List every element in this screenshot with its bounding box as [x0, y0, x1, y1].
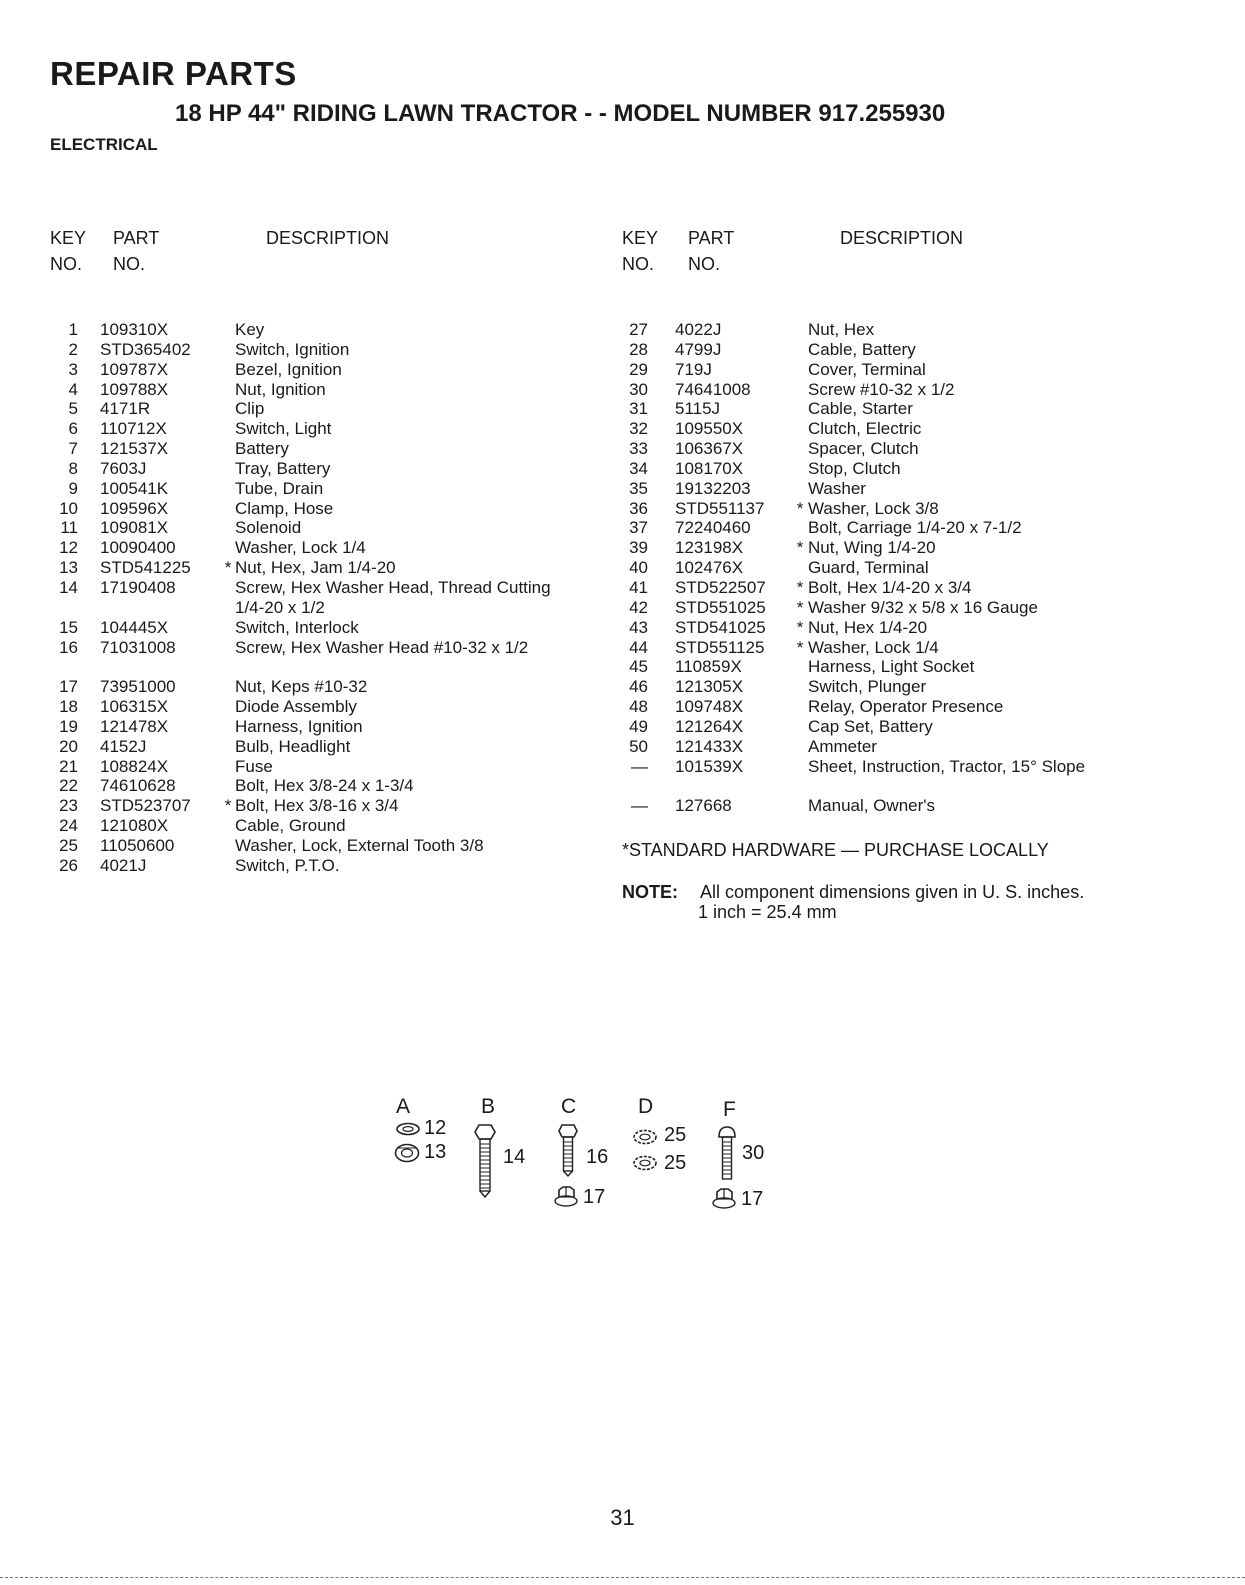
- key-number: 1: [68, 320, 78, 339]
- key-number: 8: [68, 458, 78, 478]
- hardware-item-17: 17: [583, 1186, 606, 1208]
- part-description: Cable, Battery: [808, 339, 916, 359]
- note-line-1: All component dimensions given in U. S. inches.: [700, 882, 1085, 902]
- part-number: 4021J: [100, 855, 147, 875]
- standard-hardware-marker: *: [796, 538, 804, 558]
- hardware-item-12: 12: [424, 1117, 447, 1139]
- thread-cutting-screw-icon: [470, 1122, 500, 1198]
- part-number: 121433X: [675, 736, 744, 756]
- hardware-letter-a: A: [396, 1095, 411, 1118]
- part-number: 127668: [675, 796, 732, 816]
- parts-row: [50, 360, 610, 380]
- part-description: Nut, Hex, Jam 1/4-20: [235, 558, 396, 578]
- hardware-item-17-second: 17: [741, 1188, 764, 1210]
- part-description: Switch, P.T.O.: [235, 855, 340, 875]
- part-description: Nut, Ignition: [235, 379, 326, 399]
- key-number: 17: [59, 677, 78, 697]
- part-number: 719J: [675, 359, 712, 379]
- part-number: 109081X: [100, 518, 169, 538]
- key-number: 11: [60, 518, 78, 538]
- key-number: 9: [68, 478, 78, 498]
- parts-row: [50, 796, 610, 816]
- part-number: 73951000: [100, 677, 176, 697]
- parts-row: [620, 538, 1220, 558]
- key-number: 10: [59, 498, 78, 518]
- part-description: Cable, Ground: [235, 816, 346, 836]
- left-description-header: DESCRIPTION: [266, 228, 390, 248]
- parts-row: [50, 518, 610, 538]
- part-description: Washer, Lock 1/4: [808, 637, 939, 657]
- key-number: 25: [59, 835, 78, 855]
- key-number: 41: [629, 577, 648, 597]
- keps-nut-icon: [553, 1185, 579, 1209]
- part-description: Cable, Starter: [808, 399, 913, 419]
- parts-row: [620, 618, 1220, 638]
- hardware-item-25: 25: [664, 1124, 687, 1146]
- parts-row: [50, 499, 610, 519]
- key-number: 46: [629, 677, 648, 697]
- standard-hardware-marker: *: [224, 796, 232, 816]
- jam-nut-icon: [394, 1143, 420, 1163]
- parts-row: [620, 419, 1220, 439]
- parts-row: [620, 479, 1220, 499]
- part-description: Nut, Wing 1/4-20: [808, 538, 936, 558]
- part-description: Tray, Battery: [235, 458, 331, 478]
- right-description-header: DESCRIPTION: [840, 228, 964, 248]
- key-number: 30: [629, 379, 648, 399]
- part-description: Cap Set, Battery: [808, 716, 933, 736]
- right-part-no-header: PART NO.: [688, 228, 735, 274]
- parts-row: [620, 340, 1220, 360]
- part-description: Bezel, Ignition: [235, 359, 342, 379]
- key-number: 12: [59, 538, 78, 558]
- part-description: Battery: [235, 439, 289, 459]
- part-description: Washer, Lock 1/4: [235, 538, 366, 558]
- hardware-item-16: 16: [586, 1146, 609, 1168]
- part-description: Bolt, Hex 3/8-24 x 1-3/4: [235, 776, 414, 796]
- key-number: 43: [629, 617, 648, 637]
- part-number: 7603J: [100, 458, 147, 478]
- parts-row: [50, 717, 610, 737]
- hardware-item-25-second: 25: [664, 1152, 687, 1174]
- hardware-item-30: 30: [742, 1142, 765, 1164]
- part-number: 74610628: [100, 776, 176, 796]
- hardware-letter-b: B: [481, 1095, 496, 1118]
- page-bottom-rule: [0, 1577, 1245, 1578]
- model-subtitle: 18 HP 44" RIDING LAWN TRACTOR - - MODEL NUMBER 917.255930: [175, 100, 946, 127]
- parts-row: [50, 776, 610, 796]
- part-number: 110712X: [100, 419, 167, 439]
- standard-hardware-marker: *: [796, 617, 804, 637]
- parts-row: [620, 697, 1220, 717]
- parts-row: [620, 399, 1220, 419]
- part-description: Bolt, Hex 1/4-20 x 3/4: [808, 577, 972, 597]
- standard-hardware-note: *STANDARD HARDWARE — PURCHASE LOCALLY: [622, 840, 1049, 860]
- page-number: 31: [610, 1505, 635, 1530]
- part-number: 74641008: [675, 379, 751, 399]
- parts-row: [50, 836, 610, 856]
- key-number: 20: [59, 736, 78, 756]
- part-number: 10090400: [100, 538, 176, 558]
- parts-row: [50, 419, 610, 439]
- parts-list-right: [620, 320, 1220, 816]
- part-number: 106367X: [675, 439, 744, 459]
- hardware-letter-d: D: [638, 1095, 654, 1118]
- parts-row: [50, 638, 610, 678]
- part-number: 104445X: [100, 617, 169, 637]
- part-description: Manual, Owner's: [808, 796, 936, 816]
- part-number: 108170X: [675, 458, 744, 478]
- parts-row: [620, 558, 1220, 578]
- parts-row: [620, 737, 1220, 757]
- part-number: 100541K: [100, 478, 169, 498]
- part-number: 109748X: [675, 697, 744, 717]
- parts-row: [50, 479, 610, 499]
- part-number: 17190408: [100, 577, 176, 597]
- parts-row: [50, 677, 610, 697]
- parts-row: [620, 578, 1220, 598]
- key-number: 21: [59, 756, 78, 776]
- key-number: 39: [629, 538, 648, 558]
- key-number: 22: [59, 776, 78, 796]
- key-number: 50: [629, 736, 648, 756]
- part-number: 109788X: [100, 379, 169, 399]
- part-description: Clutch, Electric: [808, 419, 922, 439]
- part-number: 4171R: [100, 399, 151, 419]
- key-number: 16: [59, 637, 78, 657]
- standard-hardware-marker: *: [796, 637, 804, 657]
- key-number: 44: [629, 637, 648, 657]
- key-number: 36: [629, 498, 648, 518]
- part-description: Relay, Operator Presence: [808, 697, 1004, 717]
- parts-row: [50, 816, 610, 836]
- key-number: 3: [68, 359, 78, 379]
- part-number: 109550X: [675, 419, 744, 439]
- parts-list-left: [50, 320, 610, 876]
- key-number: 27: [629, 320, 648, 339]
- key-number: 4: [68, 379, 78, 399]
- part-number: 121478X: [100, 716, 169, 736]
- part-description: Tube, Drain: [235, 478, 324, 498]
- part-description: Guard, Terminal: [808, 558, 929, 578]
- key-number: 49: [629, 716, 648, 736]
- keps-nut-icon: [711, 1187, 737, 1211]
- part-number: 121305X: [675, 677, 744, 697]
- part-description: Screw #10-32 x 1/2: [808, 379, 955, 399]
- part-number: 121080X: [100, 816, 169, 836]
- part-description: Harness, Light Socket: [808, 657, 975, 677]
- external-tooth-washer-icon: [632, 1154, 658, 1172]
- part-number: 11050600: [100, 835, 175, 855]
- section-label: ELECTRICAL: [50, 135, 158, 154]
- part-number: STD522507: [675, 577, 766, 597]
- part-description: Bolt, Carriage 1/4-20 x 7-1/2: [808, 518, 1022, 538]
- parts-row: [620, 598, 1220, 618]
- key-number: 35: [629, 478, 648, 498]
- parts-row: [50, 399, 610, 419]
- parts-row: [620, 360, 1220, 380]
- page-title: REPAIR PARTS: [50, 55, 297, 92]
- part-number: 71031008: [100, 637, 176, 657]
- part-description: Spacer, Clutch: [808, 439, 919, 459]
- parts-row: [620, 459, 1220, 479]
- parts-row: [620, 380, 1220, 400]
- part-description: Washer, Lock, External Tooth 3/8: [235, 835, 484, 855]
- part-description: Switch, Ignition: [235, 339, 350, 359]
- left-key-no-header: KEY NO.: [50, 228, 87, 274]
- part-number: 4152J: [100, 736, 147, 756]
- part-description: Solenoid: [235, 518, 302, 538]
- key-number: 45: [629, 657, 648, 677]
- key-number: 23: [59, 796, 78, 816]
- key-number: 31: [629, 399, 648, 419]
- lock-washer-icon: [396, 1122, 420, 1136]
- part-number: 106315X: [100, 697, 169, 717]
- key-number: 40: [629, 558, 648, 578]
- part-number: 19132203: [675, 478, 751, 498]
- part-number: STD541225: [100, 558, 191, 578]
- part-description: Bulb, Headlight: [235, 736, 351, 756]
- part-description: Washer: [808, 478, 866, 498]
- part-number: 109310X: [100, 320, 169, 339]
- dimension-note: [622, 882, 1084, 922]
- part-description: Nut, Keps #10-32: [235, 677, 368, 697]
- parts-row: [620, 796, 1220, 816]
- parts-row: [620, 657, 1220, 677]
- parts-row: [620, 638, 1220, 658]
- part-description: Stop, Clutch: [808, 458, 901, 478]
- part-number: 4022J: [675, 320, 722, 339]
- standard-hardware-marker: *: [224, 558, 232, 578]
- key-number: 28: [629, 339, 648, 359]
- key-number: 14: [59, 577, 78, 597]
- standard-hardware-marker: *: [796, 577, 804, 597]
- part-number: STD365402: [100, 339, 191, 359]
- standard-hardware-marker: *: [796, 597, 804, 617]
- parts-row: [50, 697, 610, 717]
- part-number: 72240460: [675, 518, 751, 538]
- parts-row: [620, 717, 1220, 737]
- part-number: 4799J: [675, 339, 722, 359]
- parts-row: [50, 578, 610, 618]
- part-number: STD551137: [675, 498, 765, 518]
- part-number: 110859X: [675, 657, 742, 677]
- key-number: 5: [68, 399, 78, 419]
- part-description: Fuse: [235, 756, 273, 776]
- part-description: Washer, Lock 3/8: [808, 498, 939, 518]
- part-description: Screw, Hex Washer Head #10-32 x 1/2: [235, 637, 529, 657]
- key-number: 19: [59, 716, 78, 736]
- key-number: 13: [59, 558, 78, 578]
- key-number: —: [631, 796, 648, 816]
- parts-row: [50, 737, 610, 757]
- hex-washer-head-screw-icon: [554, 1122, 582, 1178]
- part-number: 5115J: [675, 399, 721, 419]
- parts-row: [50, 439, 610, 459]
- part-number: STD541025: [675, 617, 766, 637]
- key-number: 37: [629, 518, 648, 538]
- standard-hardware-marker: *: [796, 498, 804, 518]
- machine-screw-icon: [713, 1124, 741, 1184]
- key-number: 7: [68, 439, 78, 459]
- part-description: Switch, Plunger: [808, 677, 927, 697]
- external-tooth-washer-icon: [632, 1128, 658, 1146]
- part-description: Harness, Ignition: [235, 716, 363, 736]
- left-part-no-header: PART NO.: [113, 228, 160, 274]
- key-number: 6: [68, 419, 78, 439]
- right-key-no-header: KEY NO.: [622, 228, 659, 274]
- key-number: 18: [59, 697, 78, 717]
- parts-row: [620, 499, 1220, 519]
- part-description: Diode Assembly: [235, 697, 357, 717]
- key-number: 24: [59, 816, 78, 836]
- part-number: 123198X: [675, 538, 744, 558]
- part-number: STD551025: [675, 597, 766, 617]
- key-number: 2: [68, 339, 78, 359]
- part-description: Clamp, Hose: [235, 498, 334, 518]
- hardware-item-13: 13: [424, 1141, 447, 1163]
- hardware-item-14: 14: [503, 1146, 526, 1168]
- key-number: 29: [629, 359, 648, 379]
- key-number: —: [631, 756, 648, 776]
- part-number: 102476X: [675, 558, 744, 578]
- parts-row: [620, 320, 1220, 340]
- part-description: Bolt, Hex 3/8-16 x 3/4: [235, 796, 399, 816]
- part-description: Cover, Terminal: [808, 359, 926, 379]
- note-label: NOTE:: [622, 882, 678, 902]
- part-number: 121264X: [675, 716, 744, 736]
- parts-row: [50, 856, 610, 876]
- part-description: Key: [235, 320, 265, 339]
- hardware-letter-c: C: [561, 1095, 577, 1118]
- parts-row: [50, 558, 610, 578]
- part-description: Clip: [235, 399, 265, 419]
- part-description: Switch, Interlock: [235, 617, 359, 637]
- hardware-letter-f: F: [723, 1098, 736, 1121]
- key-number: 33: [629, 439, 648, 459]
- key-number: 42: [629, 597, 648, 617]
- parts-row: [620, 677, 1220, 697]
- part-description: Screw, Hex Washer Head, Thread Cutting 1/4-20 x 1/2: [235, 577, 551, 617]
- part-description: Ammeter: [808, 736, 877, 756]
- parts-row: [620, 518, 1220, 538]
- key-number: 15: [59, 617, 78, 637]
- parts-row: [50, 618, 610, 638]
- part-number: 101539X: [675, 756, 744, 776]
- parts-row: [620, 757, 1220, 797]
- parts-row: [50, 320, 610, 340]
- parts-row: [50, 538, 610, 558]
- part-number: 108824X: [100, 756, 169, 776]
- key-number: 34: [629, 458, 648, 478]
- part-number: STD523707: [100, 796, 191, 816]
- part-number: 109787X: [100, 359, 169, 379]
- part-number: 121537X: [100, 439, 169, 459]
- part-number: 109596X: [100, 498, 169, 518]
- part-number: STD551125: [675, 637, 765, 657]
- parts-row: [50, 459, 610, 479]
- key-number: 26: [59, 855, 78, 875]
- part-description: Switch, Light: [235, 419, 332, 439]
- note-line-2: 1 inch = 25.4 mm: [698, 902, 837, 922]
- parts-row: [620, 439, 1220, 459]
- part-description: Nut, Hex: [808, 320, 875, 339]
- part-description: Sheet, Instruction, Tractor, 15° Slope: [808, 756, 1086, 776]
- part-description: Washer 9/32 x 5/8 x 16 Gauge: [808, 597, 1038, 617]
- key-number: 48: [629, 697, 648, 717]
- parts-row: [50, 380, 610, 400]
- parts-row: [50, 757, 610, 777]
- key-number: 32: [629, 419, 648, 439]
- parts-row: [50, 340, 610, 360]
- part-description: Nut, Hex 1/4-20: [808, 617, 928, 637]
